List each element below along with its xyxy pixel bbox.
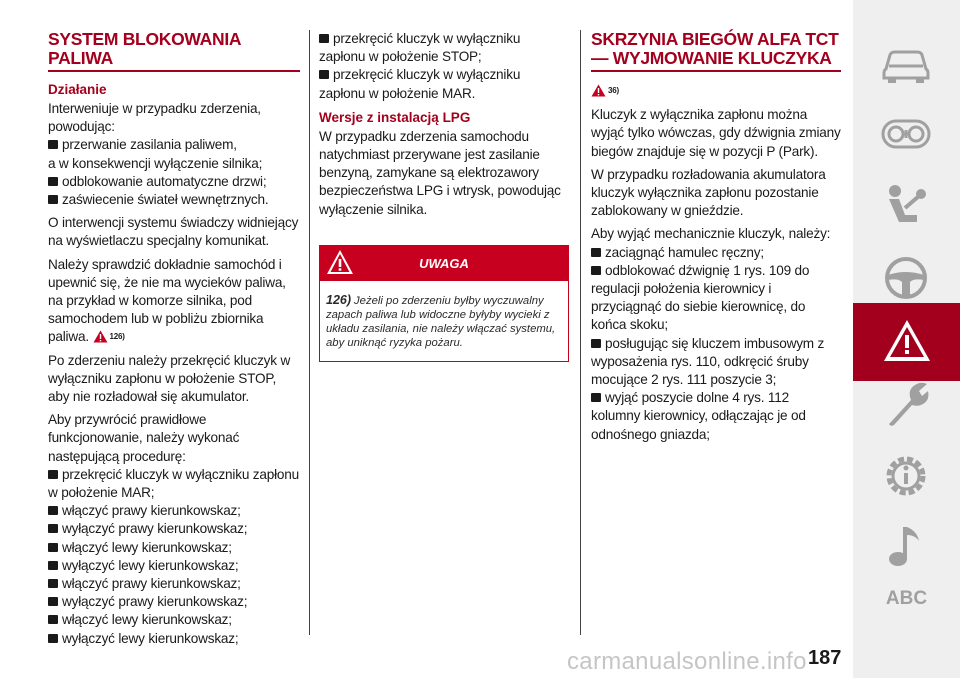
list-item: odblokować dźwignię 1 rys. 109 do regulacji położenia kierownicy i przyciągnąć do siebie kierownicę, do końca skoku;	[591, 262, 810, 333]
warning-icon	[881, 317, 933, 365]
subheading: Wersje z instalacją LPG	[319, 109, 471, 125]
paragraph: Aby wyjąć mechanicznie kluczyk, należy:	[591, 226, 831, 242]
reference-number: 36)	[608, 86, 619, 95]
subheading: Działanie	[48, 82, 107, 97]
paragraph: W przypadku zderzenia samochodu natychmiast przerywane jest zasilanie benzyną, zamykane są elektrozawory bezpieczeństwa LPG i wtrysk, powodując wyłączenie silnika.	[319, 128, 561, 217]
wrench-icon	[881, 378, 931, 428]
info-gear-icon	[881, 451, 931, 501]
warning-title: UWAGA	[419, 255, 469, 271]
steering-wheel-icon	[881, 256, 931, 300]
bullet-icon	[591, 339, 601, 348]
reference-number: 126)	[109, 332, 125, 342]
paragraph: Interweniuje w przypadku zderzenia, powodując:	[48, 101, 261, 135]
warning-text: 126) Jeżeli po zderzeniu byłby wyczuwalny zapach paliwa lub widoczne byłyby wycieki z układu zasilania, nie należy włączać systemu, aby uniknąć ryzyka pożaru.	[326, 292, 556, 350]
list-item: włączyć prawy kierunkowskaz;	[48, 502, 300, 520]
list-item: przerwanie zasilania paliwem,	[48, 136, 300, 154]
list-item: posługując się kluczem imbusowym z wyposażenia rys. 110, odkręcić śruby mocujące 2 rys. 111 poszycie 3;	[591, 335, 825, 388]
list-item: wyłączyć lewy kierunkowskaz;	[48, 557, 300, 575]
sidebar-item-maintenance[interactable]	[853, 364, 960, 442]
sidebar-item-multimedia[interactable]	[853, 509, 960, 587]
bullet-icon	[591, 393, 601, 402]
bullet-icon	[48, 579, 58, 588]
warning-triangle-icon	[326, 249, 354, 275]
bullet-icon	[48, 634, 58, 643]
warning-header	[320, 246, 568, 281]
bullet-icon	[48, 524, 58, 533]
list-item: wyjąć poszycie dolne 4 rys. 112 kolumny kierownicy, odłączając je od odnośnego gniazda;	[591, 390, 806, 442]
bullet-icon	[48, 597, 58, 606]
warning-triangle-icon	[591, 84, 606, 97]
dashboard-icon	[881, 115, 931, 155]
car-icon	[881, 45, 931, 85]
section-heading: SYSTEM BLOKOWANIA PALIWA	[48, 30, 300, 72]
column-divider	[309, 30, 310, 635]
column-tct-key	[591, 30, 841, 444]
reference-line	[591, 82, 841, 100]
bullet-icon	[591, 266, 601, 275]
list-item: przekręcić kluczyk w wyłączniku zapłonu w położenie STOP;	[319, 31, 521, 65]
sidebar-item-info[interactable]	[853, 437, 960, 515]
list-item: wyłączyć lewy kierunkowskaz;	[48, 630, 300, 648]
warning-triangle-icon	[93, 330, 108, 343]
column-lpg	[319, 30, 569, 362]
paragraph: Kluczyk z wyłącznika zapłonu można wyjąć tylko wówczas, gdy dźwignia zmiany biegów znajduje się w pozycji P (Park).	[591, 107, 841, 159]
seat-safety-icon	[881, 184, 931, 228]
paragraph: Po zderzeniu należy przekręcić kluczyk w wyłączniku zapłonu w położenie STOP, aby nie rozładował się akumulator.	[48, 352, 291, 405]
list-continuation: a w konsekwencji wyłączenie silnika;	[48, 155, 263, 171]
list-item: włączyć lewy kierunkowskaz;	[48, 611, 300, 629]
list-item: przekręcić kluczyk w wyłączniku zapłonu w położenie MAR.	[319, 67, 521, 101]
list-item: włączyć lewy kierunkowskaz;	[48, 539, 300, 557]
bullet-icon	[48, 543, 58, 552]
bullet-icon	[48, 615, 58, 624]
paragraph: W przypadku rozładowania akumulatora kluczyk wyłącznika zapłonu pozostanie zablokowany w gnieździe.	[591, 166, 826, 219]
chapter-sidebar	[853, 0, 960, 678]
column-divider	[580, 30, 581, 635]
bullet-icon	[48, 195, 58, 204]
sidebar-item-dashboard[interactable]	[853, 101, 960, 179]
list-item: włączyć prawy kierunkowskaz;	[48, 575, 300, 593]
list-item: odblokowanie automatyczne drzwi;	[48, 173, 300, 191]
warning-box	[319, 245, 569, 362]
bullet-icon	[591, 248, 601, 257]
bullet-icon	[48, 140, 58, 149]
bullet-icon	[319, 70, 329, 79]
paragraph: Należy sprawdzić dokładnie samochód i upewnić się, że nie ma wycieków paliwa, na przykład w komorze silnika, pod samochodem lub w pobliżu zbiornika paliwa. 126)	[48, 256, 286, 345]
bullet-icon	[48, 470, 58, 479]
bullet-icon	[48, 177, 58, 186]
paragraph: Aby przywrócić prawidłowe funkcjonowanie, należy wykonać następującą procedurę:	[48, 412, 240, 464]
list-item: wyłączyć prawy kierunkowskaz;	[48, 520, 300, 538]
column-fuel-blocking	[48, 30, 300, 648]
bullet-icon	[48, 561, 58, 570]
list-item: przekręcić kluczyk w wyłączniku zapłonu w położenie MAR;	[48, 466, 299, 501]
music-note-icon	[881, 523, 931, 569]
page-number: 187	[808, 647, 842, 669]
list-item: wyłączyć prawy kierunkowskaz;	[48, 593, 300, 611]
watermark: carmanualsonline.info	[567, 648, 807, 675]
bullet-icon	[48, 506, 58, 515]
sidebar-item-car[interactable]	[853, 31, 960, 109]
warning-number: 126)	[326, 292, 352, 307]
sidebar-item-safety[interactable]	[853, 170, 960, 248]
section-heading: SKRZYNIA BIEGÓW ALFA TCT — WYJMOWANIE KLUCZYKA	[591, 30, 841, 72]
list-item: zaświecenie świateł wewnętrznych.	[48, 191, 300, 209]
paragraph: O interwencji systemu świadczy widniejący na wyświetlaczu specjalny komunikat.	[48, 215, 299, 249]
bullet-icon	[319, 34, 329, 43]
sidebar-item-index[interactable]: ABC	[885, 588, 928, 609]
list-item: zaciągnąć hamulec ręczny;	[591, 244, 841, 262]
